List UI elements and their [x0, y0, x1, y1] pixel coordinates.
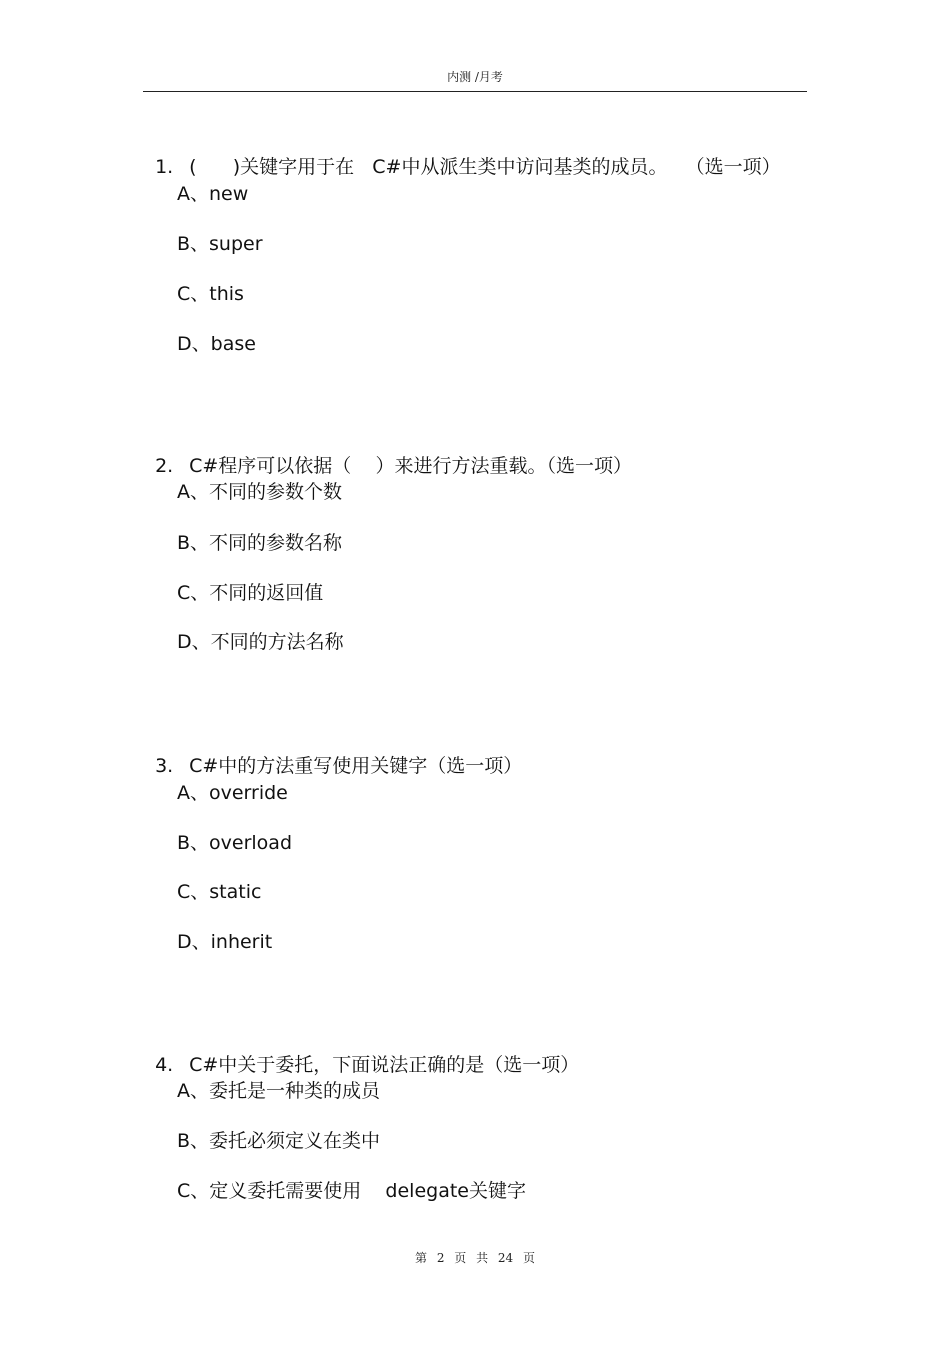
question-text: C#中关于委托，下面说法正确的是（选一项）	[189, 1054, 580, 1076]
question-text: C#程序可以依据（ ）来进行方法重载。（选一项）	[189, 455, 632, 477]
option-4c: C、定义委托需要使用 delegate关键字	[177, 1180, 526, 1202]
option-2c: C、不同的返回值	[177, 582, 324, 604]
option-2a: A、不同的参数个数	[177, 481, 342, 503]
question-number: 4.	[155, 1054, 174, 1076]
question-number: 1.	[155, 156, 174, 178]
option-3d: D、inherit	[177, 931, 273, 953]
question-2	[143, 430, 807, 478]
option-4b: B、委托必须定义在类中	[177, 1130, 381, 1152]
question-1	[143, 131, 807, 179]
question-number: 2.	[155, 455, 174, 477]
option-3c: C、static	[177, 881, 262, 903]
question-text: ( )关键字用于在 C#中从派生类中访问基类的成员。 （选一项）	[189, 156, 781, 178]
option-2d: D、不同的方法名称	[177, 631, 344, 653]
option-1c: C、this	[177, 283, 244, 305]
question-text: C#中的方法重写使用关键字（选一项）	[189, 755, 523, 777]
option-3a: A、override	[177, 782, 288, 804]
option-3b: B、overload	[177, 832, 293, 854]
page-footer: 第 2 页 共 24 页	[415, 1251, 535, 1265]
header-divider	[143, 91, 807, 92]
option-1a: A、new	[177, 183, 249, 205]
option-2b: B、不同的参数名称	[177, 532, 343, 554]
question-3	[143, 730, 807, 778]
header-title: 内测 /月考	[447, 70, 503, 84]
question-4	[143, 1029, 807, 1077]
option-1d: D、base	[177, 333, 256, 355]
option-4a: A、委托是一种类的成员	[177, 1080, 380, 1102]
option-1b: B、super	[177, 233, 263, 255]
question-number: 3.	[155, 755, 174, 777]
